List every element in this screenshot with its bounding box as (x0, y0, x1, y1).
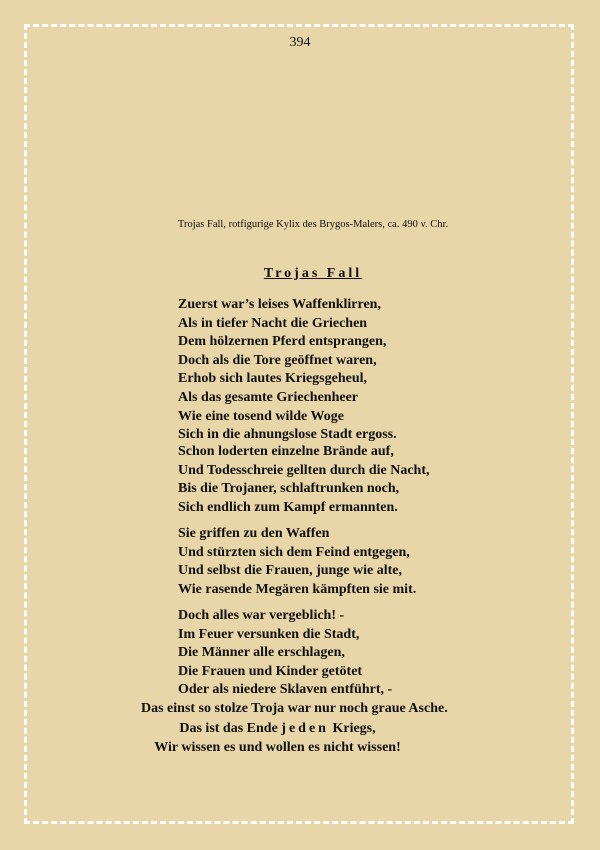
verse-line: Schon loderten einzelne Brände auf, (178, 444, 394, 459)
stanza-1 (178, 296, 397, 445)
poem-title (0, 266, 600, 282)
verse-line: Zuerst war’s leises Waffenklirren, (178, 297, 381, 312)
verse-text: Kriegs, (332, 721, 376, 736)
verse-line: Die Männer alle erschlagen, (178, 645, 345, 661)
verse-line: Das einst so stolze Troja war nur noch graue Asche. (141, 700, 448, 716)
stanza-4 (141, 607, 456, 719)
verse-text: Das ist das Ende (179, 721, 278, 736)
verse-line: Sich endlich zum Kampf ermannten. (178, 499, 398, 515)
stanza-3 (178, 525, 416, 599)
verse-line: Im Feuer versunken die Stadt, (178, 626, 360, 642)
verse-line: Als in tiefer Nacht die Griechen (178, 315, 368, 331)
poem-title-text: Trojas Fall (263, 266, 363, 281)
verse-line: Die Frauen und Kinder getötet (178, 663, 363, 679)
verse-line: Erhob sich lautes Kriegsgeheul, (178, 371, 368, 387)
verse-line: Doch als die Tore geöffnet waren, (178, 352, 377, 368)
verse-line: Und Todesschreie gellten durch die Nacht, (178, 462, 430, 478)
verse-line: Doch alles war vergeblich! - (178, 608, 345, 623)
verse-line: Dem hölzernen Pferd entsprangen, (178, 334, 387, 350)
image-caption: Trojas Fall, rotfigurige Kylix des Brygos-Malers, ca. 490 v. Chr. (177, 219, 449, 230)
stanza-5 (150, 720, 405, 757)
verse-line: Sie griffen zu den Waffen (178, 526, 330, 541)
page-number: 394 (289, 35, 311, 50)
emphasized-word: jeden (281, 721, 329, 736)
verse-line: Und selbst die Frauen, junge wie alte, (178, 563, 402, 579)
verse-line: Als das gesamte Griechenheer (178, 389, 359, 405)
verse-line: Bis die Trojaner, schlaftrunken noch, (178, 481, 400, 497)
verse-line: Sich in die ahnungslose Stadt ergoss. (178, 427, 397, 443)
verse-line: Und stürzten sich dem Feind entgegen, (178, 544, 410, 560)
verse-line: Oder als niedere Sklaven entführt, - (178, 682, 393, 698)
verse-line: Wir wissen es und wollen es nicht wissen! (154, 739, 401, 755)
stanza-2 (178, 443, 430, 517)
verse-line: Wie eine tosend wilde Woge (178, 408, 344, 424)
verse-line: Wie rasende Megären kämpften sie mit. (178, 581, 417, 597)
verse-line-emphasis (150, 720, 405, 739)
